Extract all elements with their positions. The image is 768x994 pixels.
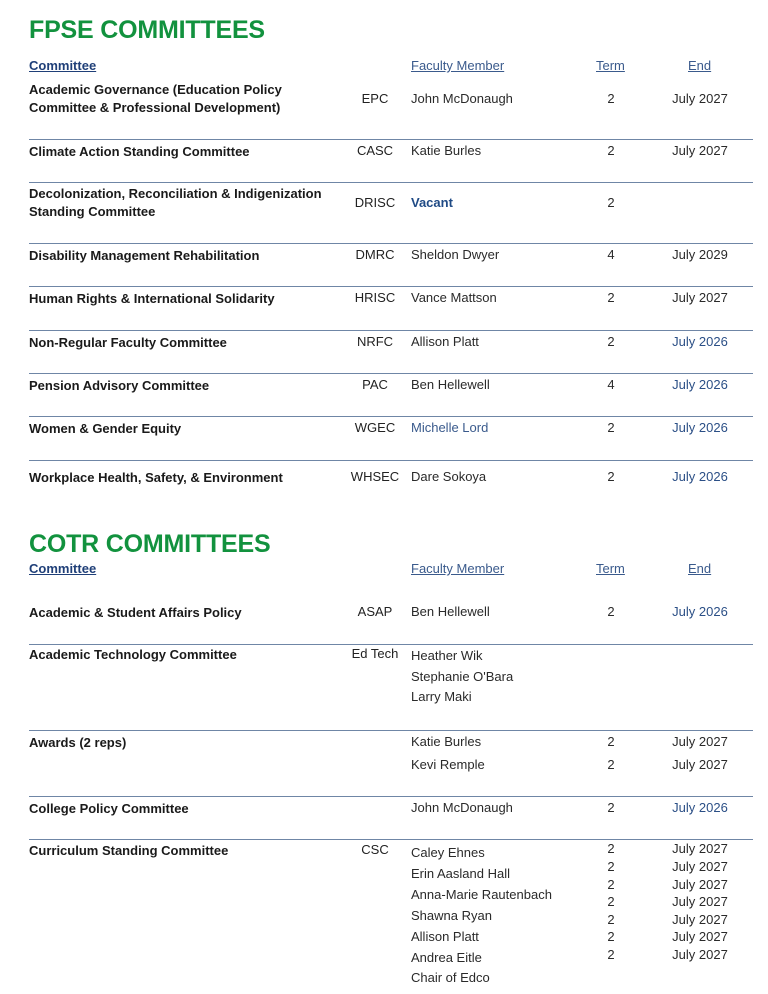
end-date: July 2027 <box>672 877 728 892</box>
term: 2 <box>607 143 615 158</box>
committee-name-line: Committee & Professional Development) <box>29 100 281 115</box>
row-divider <box>29 796 753 797</box>
term: 2 <box>607 334 615 349</box>
committee-name: Academic & Student Affairs Policy <box>29 605 242 620</box>
faculty-member: Chair of Edco <box>411 970 490 985</box>
faculty-member: John McDonaugh <box>411 91 513 106</box>
fpse-header-committee: Committee <box>29 58 97 73</box>
end-date: July 2027 <box>672 91 728 106</box>
faculty-member: Katie Burles <box>411 143 482 158</box>
term: 2 <box>607 912 615 927</box>
term: 2 <box>607 734 615 749</box>
committee-name <box>29 81 282 117</box>
committee-name: College Policy Committee <box>29 801 189 816</box>
committee-abbr: DMRC <box>355 247 395 262</box>
row-divider <box>29 330 753 331</box>
row-divider <box>29 839 753 840</box>
end-date: July 2026 <box>672 604 728 619</box>
faculty-member: Caley Ehnes <box>411 845 485 860</box>
committee-abbr: CSC <box>361 842 389 857</box>
term: 4 <box>607 247 615 262</box>
term: 2 <box>607 929 615 944</box>
committee-name: Academic Technology Committee <box>29 647 237 662</box>
faculty-member: Anna-Marie Rautenbach <box>411 887 552 902</box>
end-date: July 2027 <box>672 841 728 856</box>
committee-abbr: Ed Tech <box>351 646 399 661</box>
committee-abbr: WHSEC <box>350 469 400 484</box>
row-divider <box>29 182 753 183</box>
committee-abbr: PAC <box>362 377 388 392</box>
cotr-header-end: End <box>688 561 712 576</box>
term: 2 <box>607 800 615 815</box>
term: 4 <box>607 377 615 392</box>
committee-abbr: HRISC <box>354 290 396 305</box>
faculty-member: Ben Hellewell <box>411 377 490 392</box>
row-divider <box>29 286 753 287</box>
committee-name: Disability Management Rehabilitation <box>29 248 260 263</box>
row-divider <box>29 730 753 731</box>
committee-name: Workplace Health, Safety, & Environment <box>29 470 283 485</box>
fpse-header-faculty-member: Faculty Member <box>411 58 505 73</box>
faculty-member: Katie Burles <box>411 734 482 749</box>
faculty-member: Michelle Lord <box>411 420 489 435</box>
end-date: July 2026 <box>672 377 728 392</box>
committee-name: Awards (2 reps) <box>29 735 127 750</box>
committee-name: Non-Regular Faculty Committee <box>29 335 227 350</box>
committee-name: Women & Gender Equity <box>29 421 182 436</box>
cotr-header-faculty-member: Faculty Member <box>411 561 505 576</box>
committee-abbr: WGEC <box>354 420 396 435</box>
faculty-member: Dare Sokoya <box>411 469 487 484</box>
committee-name <box>29 185 322 221</box>
faculty-member: Andrea Eitle <box>411 950 482 965</box>
fpse-section-title: FPSE COMMITTEES <box>29 16 265 44</box>
cotr-header-committee: Committee <box>29 561 97 576</box>
end-date: July 2026 <box>672 334 728 349</box>
committee-abbr: NRFC <box>356 334 394 349</box>
term: 2 <box>607 469 615 484</box>
end-date: July 2027 <box>672 734 728 749</box>
faculty-member: Kevi Remple <box>411 757 485 772</box>
faculty-member: Shawna Ryan <box>411 908 492 923</box>
faculty-member: Vance Mattson <box>411 290 497 305</box>
row-divider <box>29 373 753 374</box>
term: 2 <box>607 947 615 962</box>
term: 2 <box>607 604 615 619</box>
end-date: July 2027 <box>672 929 728 944</box>
end-date: July 2027 <box>672 143 728 158</box>
faculty-member: Heather Wik <box>411 648 483 663</box>
row-divider <box>29 460 753 461</box>
committee-name: Curriculum Standing Committee <box>29 843 229 858</box>
term: 2 <box>607 757 615 772</box>
committee-name-line: Standing Committee <box>29 204 156 219</box>
end-date: July 2027 <box>672 894 728 909</box>
cotr-section-title: COTR COMMITTEES <box>29 530 271 558</box>
end-date: July 2027 <box>672 912 728 927</box>
committee-name: Human Rights & International Solidarity <box>29 291 275 306</box>
term: 2 <box>607 841 615 856</box>
committee-name: Climate Action Standing Committee <box>29 144 250 159</box>
term: 2 <box>607 91 615 106</box>
faculty-member: Erin Aasland Hall <box>411 866 510 881</box>
row-divider <box>29 243 753 244</box>
end-date: July 2027 <box>672 757 728 772</box>
committee-name: Pension Advisory Committee <box>29 378 210 393</box>
fpse-header-term: Term <box>596 58 625 73</box>
end-date: July 2027 <box>672 859 728 874</box>
term: 2 <box>607 894 615 909</box>
cotr-header-term: Term <box>596 561 625 576</box>
term: 2 <box>607 877 615 892</box>
faculty-member: Allison Platt <box>411 929 479 944</box>
committee-abbr: EPC <box>361 91 389 106</box>
row-divider <box>29 644 753 645</box>
faculty-member-vacant: Vacant <box>411 195 453 210</box>
committee-abbr: ASAP <box>357 604 393 619</box>
faculty-member: Stephanie O'Bara <box>411 669 514 684</box>
term: 2 <box>607 195 615 210</box>
faculty-member: John McDonaugh <box>411 800 513 815</box>
row-divider <box>29 416 753 417</box>
end-date: July 2029 <box>672 247 728 262</box>
term: 2 <box>607 290 615 305</box>
end-date: July 2026 <box>672 800 728 815</box>
faculty-member: Ben Hellewell <box>411 604 490 619</box>
fpse-header-end: End <box>688 58 712 73</box>
term: 2 <box>607 420 615 435</box>
faculty-member: Larry Maki <box>411 689 472 704</box>
faculty-member: Sheldon Dwyer <box>411 247 500 262</box>
end-date: July 2026 <box>672 420 728 435</box>
committee-name-line: Decolonization, Reconciliation & Indigenization <box>29 186 322 201</box>
row-divider <box>29 139 753 140</box>
committee-abbr: DRISC <box>354 195 396 210</box>
end-date: July 2026 <box>672 469 728 484</box>
end-date: July 2027 <box>672 290 728 305</box>
end-date: July 2027 <box>672 947 728 962</box>
faculty-member: Allison Platt <box>411 334 479 349</box>
committee-name-line: Academic Governance (Education Policy <box>29 82 282 97</box>
committee-abbr: CASC <box>356 143 394 158</box>
term: 2 <box>607 859 615 874</box>
